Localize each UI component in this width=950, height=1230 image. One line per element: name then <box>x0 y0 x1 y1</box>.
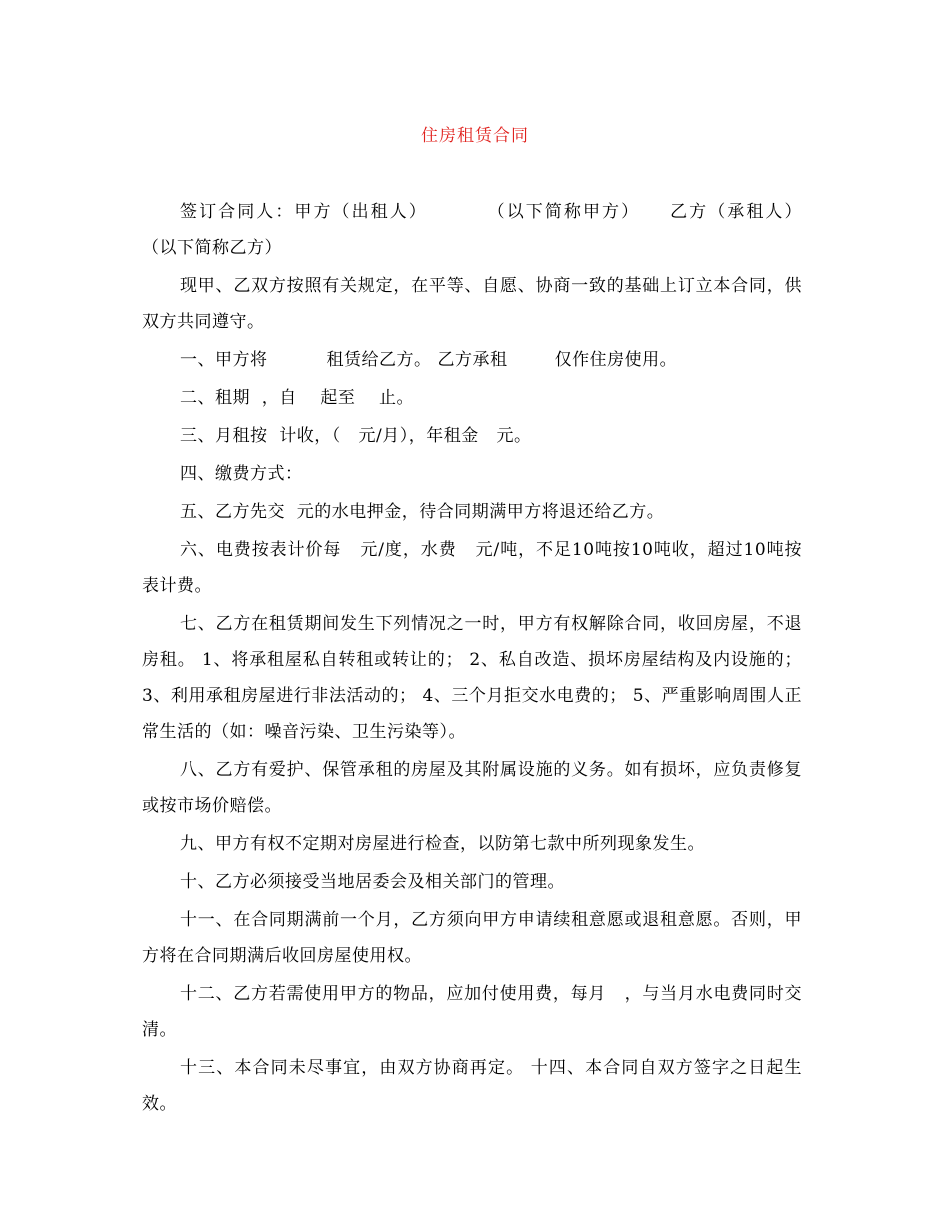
contract-preamble: 现甲、乙双方按照有关规定，在平等、自愿、协商一致的基础上订立本合同，供双方共同遵守。 <box>142 276 802 332</box>
clause-13-14: 十三、本合同未尽事宜，由双方协商再定。 十四、本合同自双方签字之日起生效。 <box>142 1058 802 1114</box>
clause-1: 一、甲方将 租赁给乙方。 乙方承租 仅作住房使用。 <box>180 350 678 370</box>
clause-10: 十、乙方必须接受当地居委会及相关部门的管理。 <box>180 872 565 892</box>
contract-body <box>142 194 850 1124</box>
clause-4: 四、缴费方式： <box>180 464 303 484</box>
clause-3: 三、月租按 计收，（ 元/月），年租金 元。 <box>180 426 532 446</box>
clause-11: 十一、在合同期满前一个月，乙方须向甲方申请续租意愿或退租意愿。否则，甲方将在合同期满后收回房屋使用权。 <box>142 910 802 966</box>
clause-12: 十二、乙方若需使用甲方的物品，应加付使用费，每月 ，与当月水电费同时交清。 <box>142 984 802 1040</box>
contract-parties: 签订合同人：甲方（出租人） （以下简称甲方） 乙方（承租人） （以下简称乙方） <box>142 202 850 258</box>
document-title: 住房租赁合同 <box>421 126 529 146</box>
clause-5: 五、乙方先交 元的水电押金，待合同期满甲方将退还给乙方。 <box>180 502 665 522</box>
clause-9: 九、甲方有权不定期对房屋进行检查，以防第七款中所列现象发生。 <box>180 834 705 854</box>
clause-8: 八、乙方有爱护、保管承租的房屋及其附属设施的义务。如有损坏，应负责修复或按市场价赔偿。 <box>142 760 802 816</box>
clause-7: 七、乙方在租赁期间发生下列情况之一时，甲方有权解除合同，收回房屋，不退房租。 1、将承租屋私自转租或转让的； 2、私自改造、损坏房屋结构及内设施的； 3、利用承租房屋进行非法活动的； 4、三个月拒交水电费的； 5、严重影响周围人正常生活的（如：噪音污染、卫生污染等）。 <box>142 614 808 742</box>
clause-2: 二、租期 ，自 起至 止。 <box>180 388 415 408</box>
clause-6: 六、电费按表计价每 元/度，水费 元/吨，不足10吨按10吨收，超过10吨按表计费。 <box>142 540 802 596</box>
